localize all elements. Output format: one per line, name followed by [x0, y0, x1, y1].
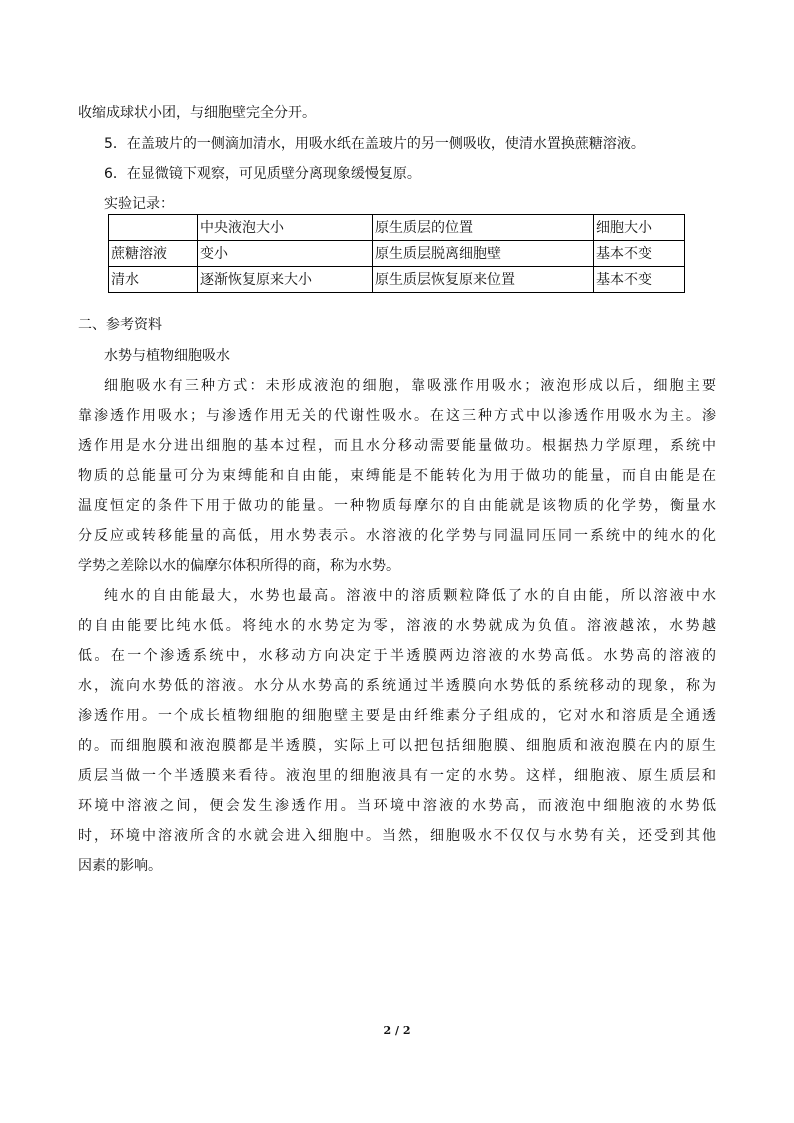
paragraph-2-line: 的自由能要比纯水低。将纯水的水势定为零，溶液的水势就成为负值。溶液越浓，水势越	[78, 618, 716, 634]
paragraph-2-line: 低。在一个渗透系统中，水移动方向决定于半透膜两边溶液的水势高低。水势高的溶液的	[78, 648, 716, 664]
section-subtitle: 水势与植物细胞吸水	[104, 348, 230, 364]
paragraph-1-line: 透作用是水分进出细胞的基本过程，而且水分移动需要能量做功。根据热力学原理，系统中	[78, 438, 716, 454]
paragraph-1-line: 温度恒定的条件下用于做功的能量。一种物质每摩尔的自由能就是该物质的化学势，衡量水	[78, 498, 716, 514]
paragraph-2-line: 因素的影响。	[78, 858, 162, 874]
step-4-continuation: 收缩成球状小团，与细胞壁完全分开。	[78, 105, 316, 121]
table-cell: 基本不变	[594, 241, 685, 267]
paragraph-2-line: 渗透作用。一个成长植物细胞的细胞壁主要是由纤维素分子组成的，它对水和溶质是全通透	[78, 708, 716, 724]
table-cell: 基本不变	[594, 267, 685, 293]
paragraph-2-line: 的。而细胞膜和液泡膜都是半透膜，实际上可以把包括细胞膜、细胞质和液泡膜在内的原生	[78, 738, 716, 754]
table-cell: 清水	[109, 267, 198, 293]
paragraph-2-line: 质层当做一个半透膜来看待。液泡里的细胞液具有一定的水势。这样，细胞液、原生质层和	[78, 768, 716, 784]
table-row	[109, 267, 685, 293]
table-cell: 逐渐恢复原来大小	[198, 267, 373, 293]
table-header-cell	[109, 215, 198, 241]
table-header-cell: 原生质层的位置	[373, 215, 594, 241]
record-title: 实验记录：	[104, 196, 174, 212]
table-cell: 变小	[198, 241, 373, 267]
paragraph-2-line: 时，环境中溶液所含的水就会进入细胞中。当然，细胞吸水不仅仅与水势有关，还受到其他	[78, 828, 716, 844]
paragraph-1-line: 物质的总能量可分为束缚能和自由能，束缚能是不能转化为用于做功的能量，而自由能是在	[78, 468, 716, 484]
section-heading: 二、参考资料	[78, 317, 162, 333]
paragraph-1-line: 靠渗透作用吸水；与渗透作用无关的代谢性吸水。在这三种方式中以渗透作用吸水为主。渗	[78, 408, 716, 424]
experiment-record-table	[108, 214, 685, 293]
table-header-row	[109, 215, 685, 241]
paragraph-2-line: 水，流向水势低的溶液。水分从水势高的系统通过半透膜向水势低的系统移动的现象，称为	[78, 678, 716, 694]
table-cell: 蔗糖溶液	[109, 241, 198, 267]
table-cell: 原生质层脱离细胞壁	[373, 241, 594, 267]
paragraph-2-line: 环境中溶液之间，便会发生渗透作用。当环境中溶液的水势高，而液泡中细胞液的水势低	[78, 798, 716, 814]
paragraph-1-line: 分反应或转移能量的高低，用水势表示。水溶液的化学势与同温同压同一系统中的纯水的化	[78, 528, 716, 544]
paragraph-1-line: 学势之差除以水的偏摩尔体积所得的商，称为水势。	[78, 558, 400, 574]
table-cell: 原生质层恢复原来位置	[373, 267, 594, 293]
page-number: 2 / 2	[383, 1024, 411, 1037]
paragraph-2-line: 纯水的自由能最大，水势也最高。溶液中的溶质颗粒降低了水的自由能，所以溶液中水	[104, 588, 716, 604]
step-5: 5．在盖玻片的一侧滴加清水，用吸水纸在盖玻片的另一侧吸收，使清水置换蔗糖溶液。	[104, 136, 645, 152]
table-row	[109, 241, 685, 267]
table-header-cell: 细胞大小	[594, 215, 685, 241]
table-header-cell: 中央液泡大小	[198, 215, 373, 241]
step-6: 6．在显微镜下观察，可见质壁分离现象缓慢复原。	[104, 166, 421, 182]
paragraph-1-line: 细胞吸水有三种方式：未形成液泡的细胞，靠吸涨作用吸水；液泡形成以后，细胞主要	[104, 378, 716, 394]
